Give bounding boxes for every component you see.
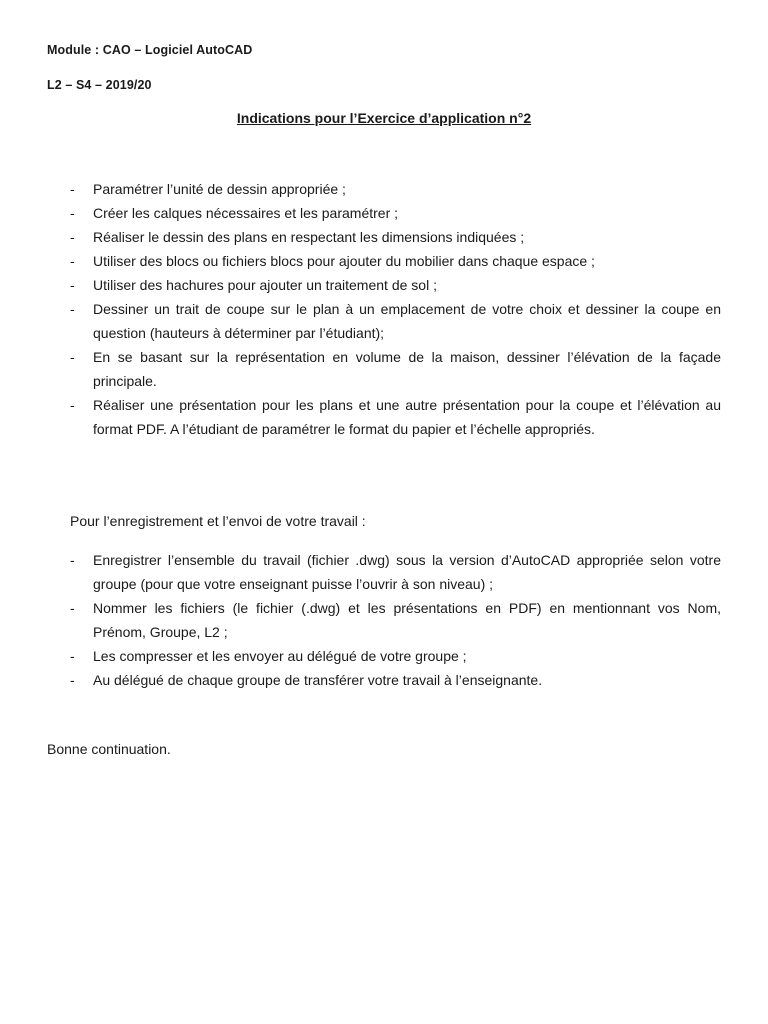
list-item (0, 668, 768, 692)
module-header: Module : CAO – Logiciel AutoCAD (47, 43, 253, 57)
list-item-text: Au délégué de chaque groupe de transférer votre travail à l’enseignante. (93, 672, 543, 688)
list-item (0, 548, 768, 596)
list-item-text: Les compresser et les envoyer au délégué de votre groupe ; (93, 648, 467, 664)
bullet-dash: - (70, 349, 75, 365)
list-item (0, 345, 768, 393)
list-item-text: Utiliser des blocs ou fichiers blocs pour ajouter du mobilier dans chaque espace ; (93, 253, 595, 269)
bullet-dash: - (70, 181, 75, 197)
list-item (0, 225, 768, 249)
list-item-text: Réaliser une présentation pour les plans et une autre présentation pour la coupe et l’élévation au format PDF. A l’étudiant de paramétrer le format du papier et l’échelle appropriés. (93, 397, 721, 437)
list-item (0, 393, 768, 441)
submission-intro: Pour l’enregistrement et l’envoi de votre travail : (70, 513, 366, 529)
bullet-dash: - (70, 600, 75, 616)
bullet-dash: - (70, 253, 75, 269)
bullet-dash: - (70, 397, 75, 413)
document-title: Indications pour l’Exercice d’application n°2 (236, 110, 532, 126)
instructions-list (0, 177, 768, 441)
bullet-dash: - (70, 301, 75, 317)
list-item-text: En se basant sur la représentation en volume de la maison, dessiner l’élévation de la façade principale. (93, 349, 721, 389)
list-item (0, 177, 768, 201)
bullet-dash: - (70, 229, 75, 245)
list-item-text: Enregistrer l’ensemble du travail (fichier .dwg) sous la version d’AutoCAD appropriée selon votre groupe (pour que votre enseignant puisse l’ouvrir à son niveau) ; (93, 552, 721, 592)
list-item (0, 644, 768, 668)
list-item-text: Réaliser le dessin des plans en respectant les dimensions indiquées ; (93, 229, 525, 245)
bullet-dash: - (70, 648, 75, 664)
list-item (0, 596, 768, 644)
list-item (0, 273, 768, 297)
list-item-text: Utiliser des hachures pour ajouter un traitement de sol ; (93, 277, 437, 293)
bullet-dash: - (70, 552, 75, 568)
list-item-text: Créer les calques nécessaires et les paramétrer ; (93, 205, 399, 221)
list-item-text: Nommer les fichiers (le fichier (.dwg) et les présentations en PDF) en mentionnant vos Nom, Prénom, Groupe, L2 ; (93, 600, 721, 640)
bullet-dash: - (70, 205, 75, 221)
bullet-dash: - (70, 277, 75, 293)
list-item-text: Dessiner un trait de coupe sur le plan à un emplacement de votre choix et dessiner la coupe en question (hauteurs à déterminer par l’étudiant); (93, 301, 721, 341)
list-item (0, 201, 768, 225)
closing-line: Bonne continuation. (47, 741, 171, 757)
bullet-dash: - (70, 672, 75, 688)
list-item (0, 297, 768, 345)
level-header: L2 – S4 – 2019/20 (47, 78, 152, 92)
submission-list (0, 548, 768, 692)
list-item-text: Paramétrer l’unité de dessin appropriée ; (93, 181, 346, 197)
list-item (0, 249, 768, 273)
